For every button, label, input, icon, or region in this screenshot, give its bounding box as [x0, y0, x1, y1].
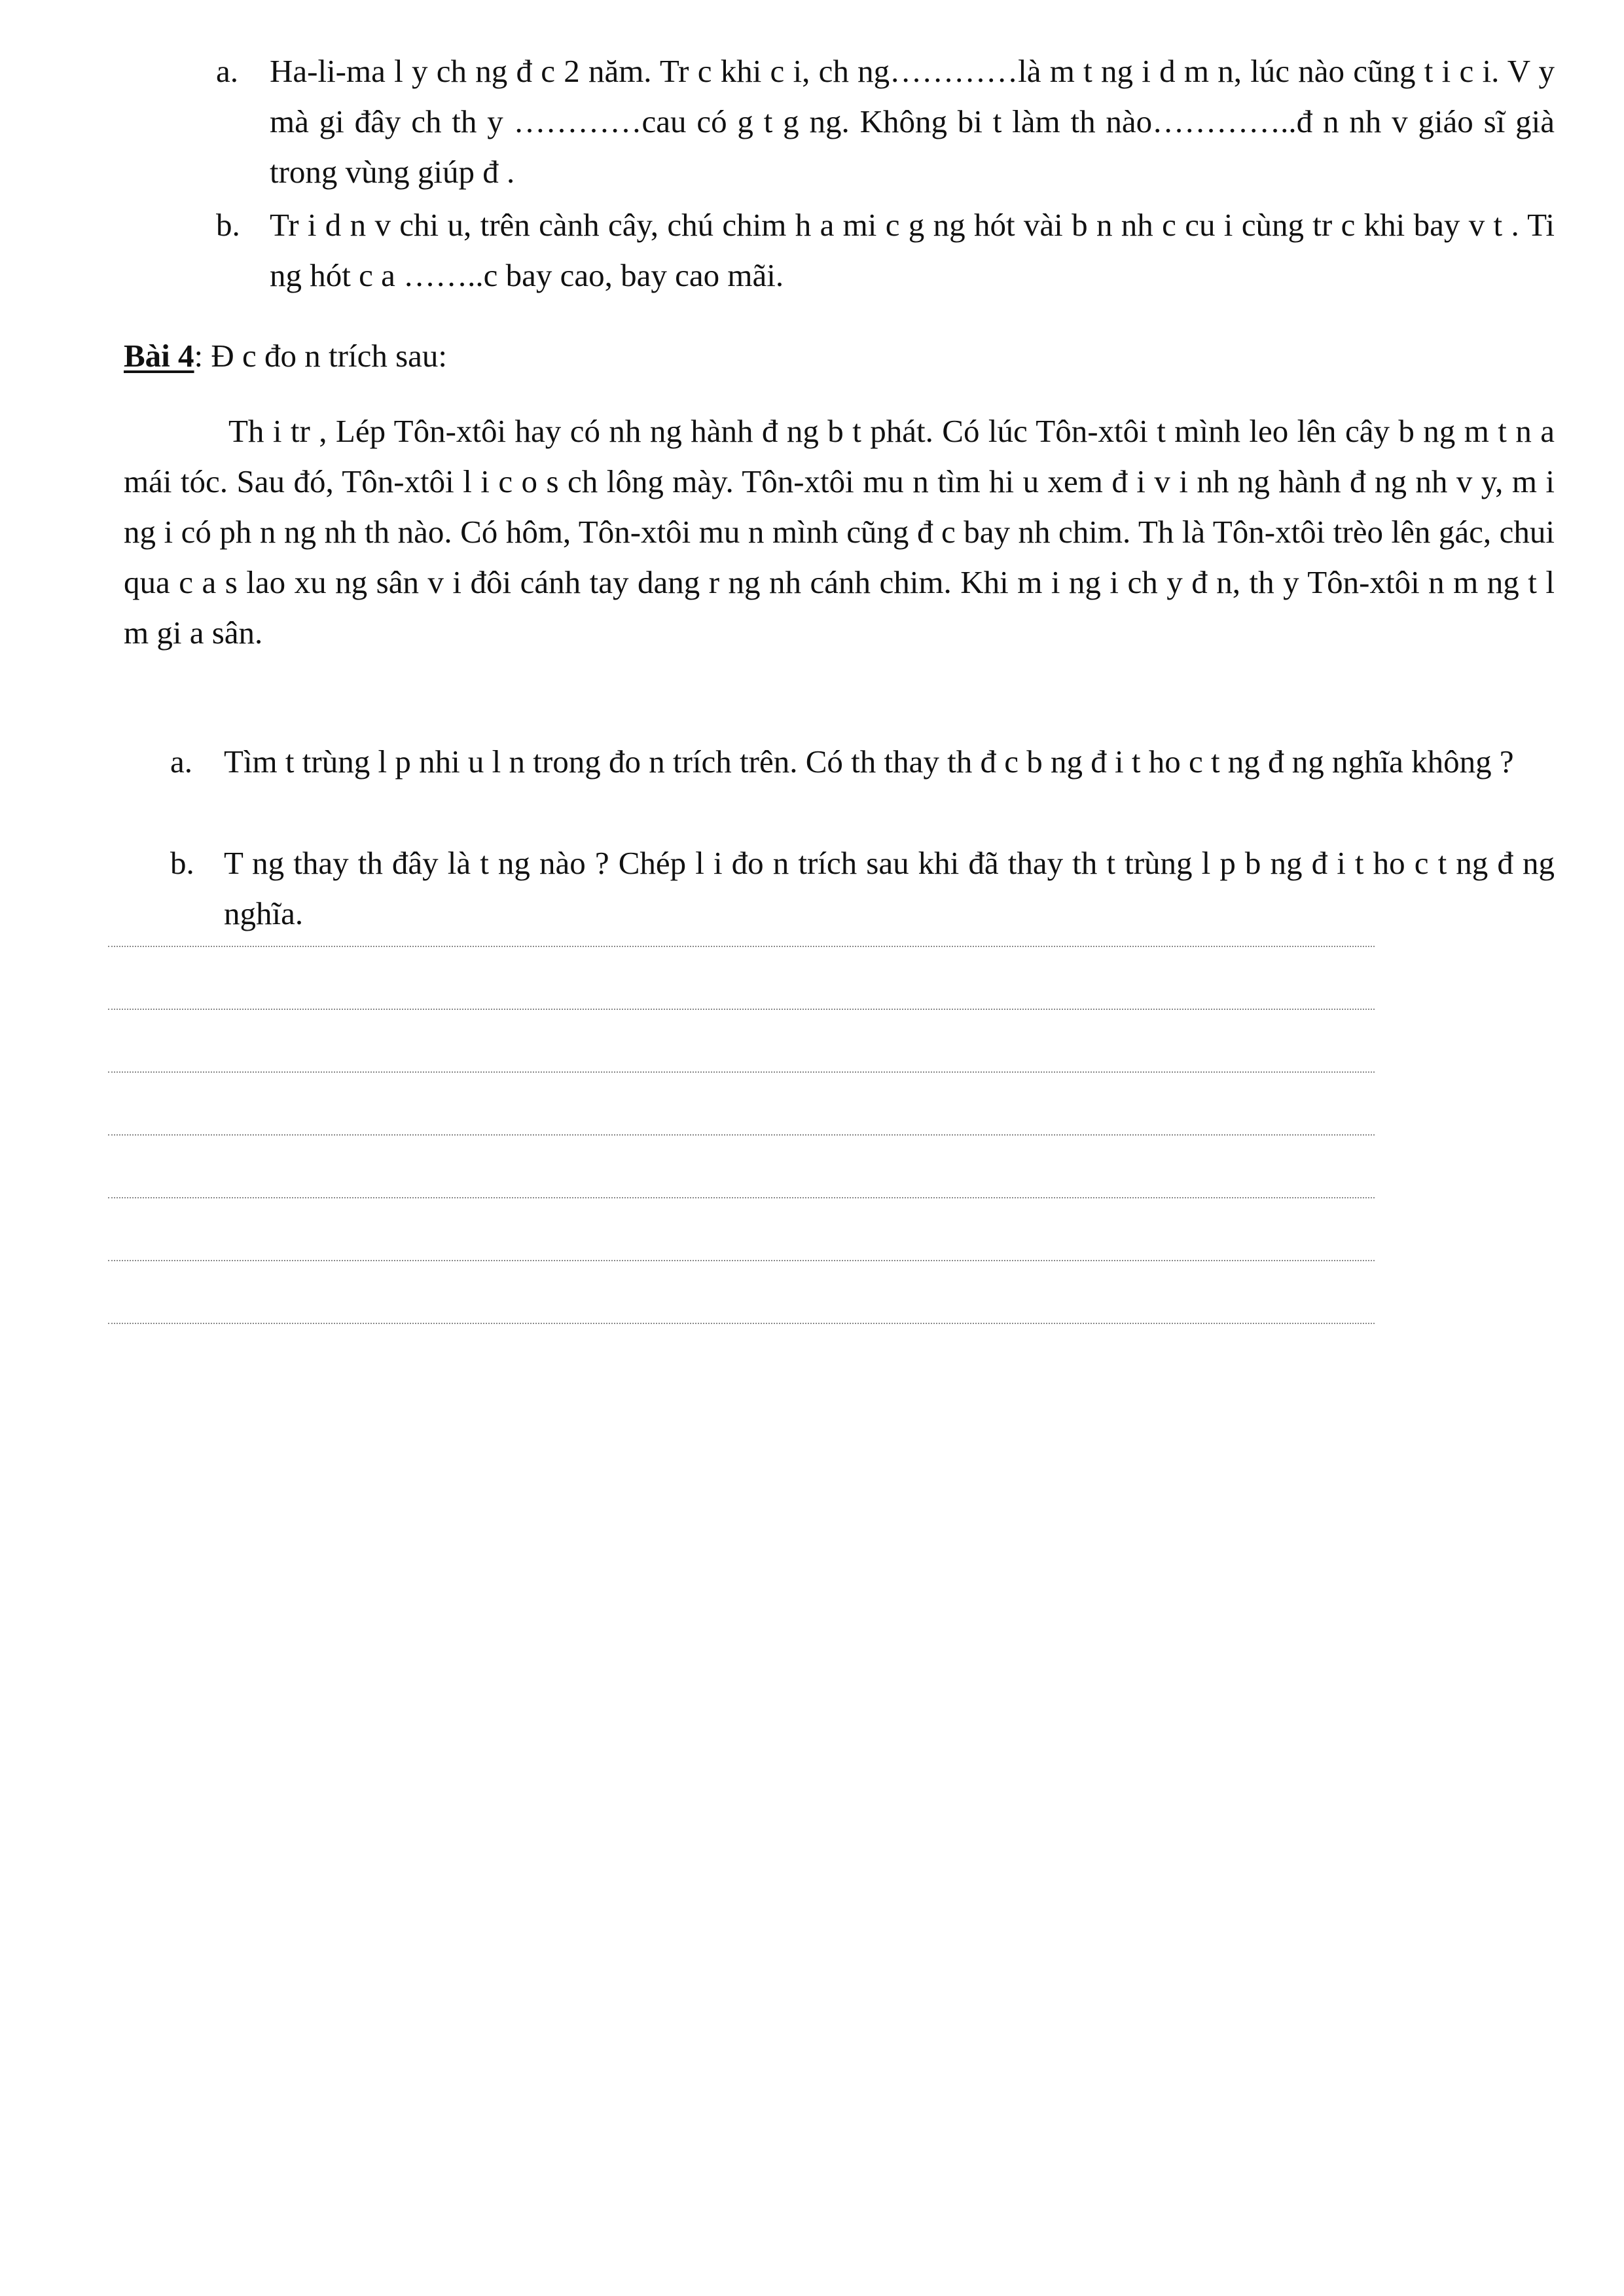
answer-line	[108, 1197, 1375, 1198]
exercise-4-item-b	[170, 838, 1555, 939]
answer-line	[108, 1323, 1375, 1324]
reading-passage: Th i tr , Lép Tôn-xtôi hay có nh ng hành đ ng b t phát. Có lúc Tôn-xtôi t mình leo lên cây b ng m t n a mái tóc. Sau đó, Tôn-xtôi l i c o s ch lông mày. Tôn-xtôi mu n tìm hi u xem đ i v i nh ng hành đ ng nh v y, m i ng i có ph n ng nh th nào. Có hôm, Tôn-xtôi mu n mình cũng đ c bay nh chim. Th là Tôn-xtôi trèo lên gác, chui qua c a s lao xu ng sân v i đôi cánh tay dang r ng nh cánh chim. Khi m i ng i ch y đ n, th y Tôn-xtôi n m ng t l m gi a sân.	[124, 413, 1555, 651]
exercise-4-item-a	[170, 736, 1555, 787]
item-marker: b.	[216, 207, 240, 243]
answer-lines	[108, 946, 1375, 1386]
answer-line	[108, 1134, 1375, 1136]
item-marker: b.	[170, 845, 194, 881]
item-marker: a.	[170, 744, 192, 780]
exercise-4-label: Bài 4	[124, 338, 194, 374]
item-text: Tr i d n v chi u, trên cành cây, chú chim h a mi c g ng hót vài b n nh c cu i cùng tr c khi bay v t . Ti ng hót c a ……..c bay cao, bay cao mãi.	[270, 207, 1555, 293]
item-text: T ng thay th đây là t ng nào ? Chép l i đo n trích sau khi đã thay th t trùng l p b ng đ i t ho c t ng đ ng nghĩa.	[224, 845, 1555, 931]
item-text: Tìm t trùng l p nhi u l n trong đo n trích trên. Có th thay th đ c b ng đ i t ho c t ng đ ng nghĩa không ?	[224, 744, 1514, 780]
answer-line	[108, 1009, 1375, 1010]
exercise-3-item-a	[216, 46, 1555, 197]
exercise-4-heading	[124, 331, 447, 381]
answer-line	[108, 946, 1375, 947]
item-marker: a.	[216, 53, 238, 89]
exercise-4-instruction: : Đ c đo n trích sau:	[194, 338, 448, 374]
answer-line	[108, 1071, 1375, 1073]
answer-line	[108, 1260, 1375, 1261]
exercise-3-item-b	[216, 200, 1555, 300]
item-text: Ha-li-ma l y ch ng đ c 2 năm. Tr c khi c i, ch ng…………là m t ng i d m n, lúc nào cũng t i c i. V y mà gi đây ch th y …………cau có g t g ng. Không bi t làm th nào…………..đ n nh v giáo sĩ già trong vùng giúp đ .	[270, 53, 1555, 190]
